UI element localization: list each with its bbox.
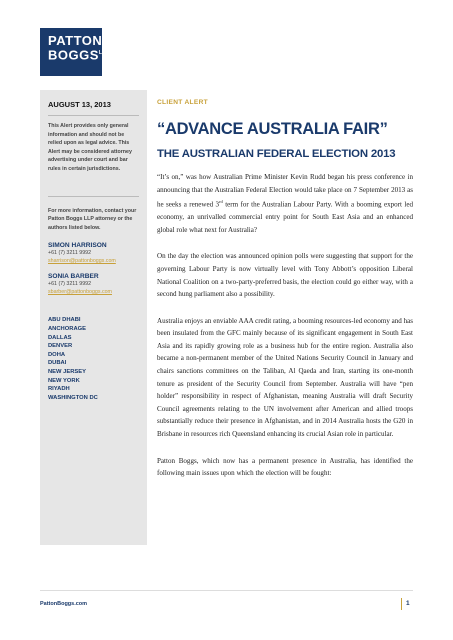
- paragraph-economy: Australia enjoys an enviable AAA credit rating, a booming resources-led economy and has been insulated from the GFC mainly because of its significant engagement in South East Asia and its rapidly growing role as a business hub for the entire region. Australia also became a non-permanent member of the United Nations Security Council in January and chairs sanctions committees on the Taliban, Al Qaeda and Iran, starting its one-month tenure as president of the Security Council from September. Australia will have “pen holder” responsibility in respect of Afghanistan, meaning Australia will draft Security Council agreements relating to the UN involvement after American and allied troops substantially reduce their presence in Afghanistan, and in 2014 Australia hosts the G20 in Brisbane in resources rich Queensland enhancing its crucial Asian role in particular.: [157, 316, 413, 439]
- page-title: “ADVANCE AUSTRALIA FAIR”: [157, 120, 388, 138]
- disclaimer-text: This Alert provides only general information and should not be relied upon as legal advice. This Alert may be considered attorney advertising under court and bar rules in certain jurisdictions.: [48, 123, 132, 172]
- page-subtitle: THE AUSTRALIAN FEDERAL ELECTION 2013: [157, 148, 396, 160]
- patton-boggs-logo: [40, 28, 110, 76]
- ordinal-suffix: rd: [219, 199, 223, 205]
- page-number: 1: [406, 600, 410, 607]
- office-item: NEW JERSEY: [48, 368, 87, 375]
- office-item: DALLAS: [48, 334, 72, 341]
- logo-line-2: [48, 47, 110, 63]
- office-item: WASHINGTON DC: [48, 394, 98, 401]
- paragraph-intro: [157, 171, 413, 236]
- logo-line-1: PATTON: [48, 33, 103, 48]
- footer-website-link[interactable]: PattonBoggs.com: [40, 601, 88, 607]
- paragraph-polls: On the day the election was announced opinion polls were suggesting that support for the governing Labour Party is now virtually level with Tony Abbott’s opposition Liberal National Coalition on a two-party-preferred basis, the election could go either way, with a second hung parliament also a possibility.: [157, 252, 413, 299]
- contact-email-link[interactable]: sharrison@pattonboggs.com: [48, 258, 116, 265]
- contact-card: [48, 273, 139, 296]
- office-list: [48, 316, 139, 402]
- paragraph-intro-part-a: “It’s on,” was how Australian Prime Minister Kevin Rudd began his press conference in announcing that the Australian Federal Election would take place on 7 September 2013 as he seeks a renewed 3: [157, 173, 413, 209]
- paragraph-intro-part-b: term for the Australian Labour Party. With a booming export led economy, an unrivalled commercial entry point for South East Asia and an enhanced global role what next for Australia?: [157, 200, 413, 234]
- main-content: [157, 99, 413, 480]
- contact-card: [48, 242, 139, 265]
- contact-phone: +61 (7) 3211 9992: [48, 250, 92, 257]
- contact-email-link[interactable]: sbarber@pattonboggs.com: [48, 289, 112, 296]
- footer-accent-bar: [401, 598, 402, 610]
- contact-phone: +61 (7) 3211 9992: [48, 281, 92, 288]
- alert-date: AUGUST 13, 2013: [48, 100, 139, 116]
- logo-line-2-text: BOGGS: [48, 47, 99, 63]
- contact-name: SONIA BARBER: [48, 273, 99, 281]
- office-item: NEW YORK: [48, 377, 80, 384]
- office-item: DENVER: [48, 343, 73, 350]
- sidebar: [40, 90, 147, 545]
- sidebar-divider: [48, 196, 139, 197]
- footer-divider: [40, 590, 413, 591]
- office-item: DOHA: [48, 351, 66, 358]
- office-item: RIYADH: [48, 386, 70, 393]
- paragraph-issues: Patton Boggs, which now has a permanent presence in Australia, has identified the following main issues upon which the election will be fought:: [157, 456, 413, 478]
- office-item: ABU DHABI: [48, 317, 81, 324]
- header-band: [0, 0, 453, 82]
- contact-name: SIMON HARRISON: [48, 242, 107, 250]
- office-item: ANCHORAGE: [48, 325, 87, 332]
- contact-intro: For more information, contact your Patton Boggs LLP attorney or the authors listed below.: [48, 207, 137, 231]
- logo-mark: LLP: [98, 50, 110, 56]
- client-alert-label: CLIENT ALERT: [157, 99, 208, 106]
- office-item: DUBAI: [48, 360, 67, 367]
